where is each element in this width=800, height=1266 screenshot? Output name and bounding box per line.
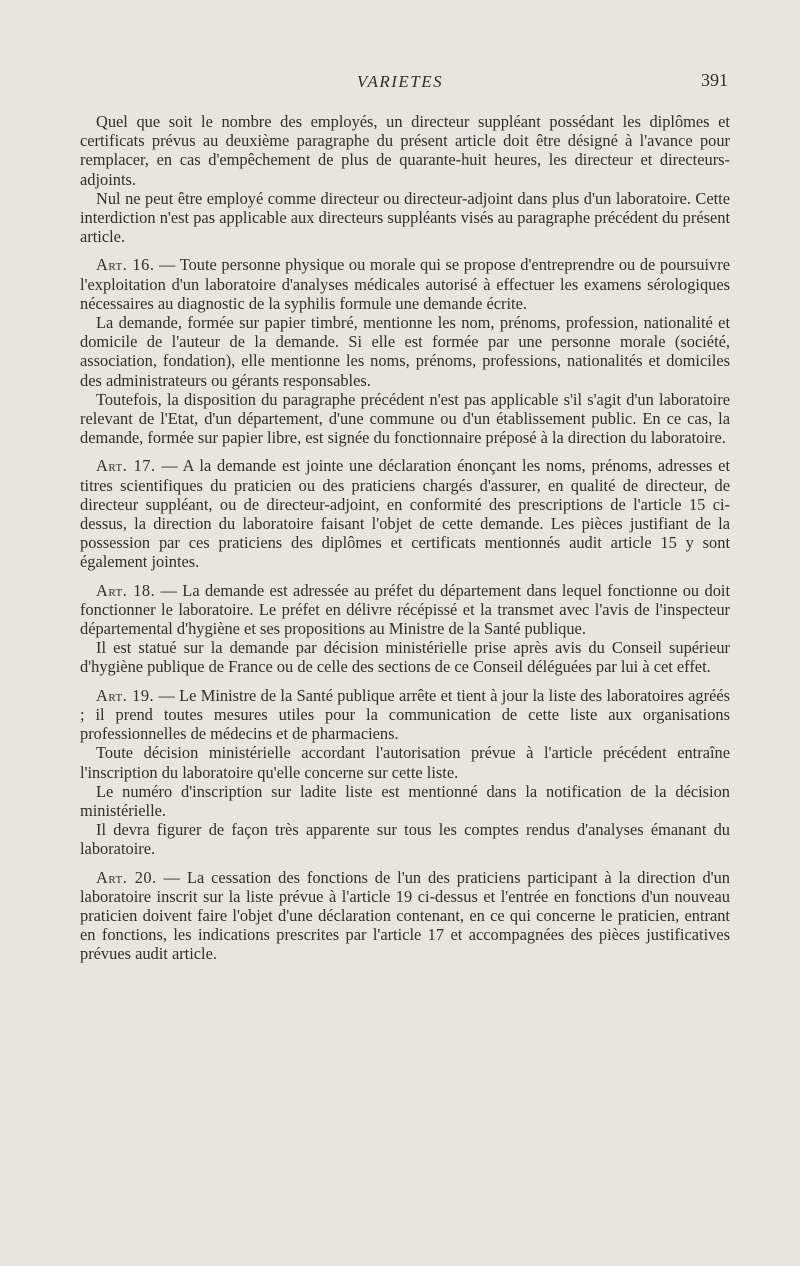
article-18 [80, 581, 730, 639]
paragraph-text: Quel que soit le nombre des employés, un directeur suppléant possédant les diplômes et certificats prévus au deuxième paragraphe du présent article doit être désigné à l'avance pour remplacer, en cas d'empêchement de plus de quarante-huit heures, les directeur et directeurs-adjoints. [80, 112, 730, 189]
page-header [0, 66, 800, 96]
paragraph [80, 112, 730, 189]
paragraph [80, 638, 730, 676]
paragraph-text: Le numéro d'inscription sur ladite liste est mentionné dans la notification de la décision ministérielle. [80, 781, 730, 820]
paragraph [80, 313, 730, 390]
article-label: Art. 20. [96, 867, 157, 887]
paragraph [80, 743, 730, 781]
paragraph-text: Toutefois, la disposition du paragraphe précédent n'est pas applicable s'il s'agit d'un laboratoire relevant de l'Etat, d'un département, d'une commune ou d'un établissement public. En ce cas, la demande, formée sur papier libre, est signée du fonctionnaire préposé à la direction du laboratoire. [80, 389, 730, 448]
paragraph-text: La demande, formée sur papier timbré, mentionne les nom, prénoms, profession, nationalité et domicile de l'auteur de la demande. Si elle est formée par une personne morale (société, association, fondation), elle mentionne les noms, prénoms, professions, nationalités et domiciles des administrateurs ou gérants responsables. [80, 313, 730, 390]
article-label: Art. 19. [96, 685, 155, 705]
paragraph [80, 782, 730, 820]
paragraph-text: — Le Ministre de la Santé publique arrête et tient à jour la liste des laboratoires agréés ; il prend toutes mesures utiles pour la communication de cette liste aux organisations professionnelles de médecins et de pharmaciens. [80, 685, 730, 744]
article-20 [80, 868, 730, 964]
article-19 [80, 686, 730, 744]
paragraph [80, 189, 730, 247]
article-label: Art. 17. [96, 456, 156, 476]
paragraph-text: — A la demande est jointe une déclaration énonçant les noms, prénoms, adresses et titres scientifiques du praticien ou des praticiens chargés d'assurer, en qualité de directeur, de directeur suppléant, ou de directeur-adjoint, en conformité des prescriptions de l'article 15 ci-dessus, la direction du laboratoire faisant l'objet de cette demande. Les pièces justifiant de la possession par ces praticiens des diplômes et certificats mentionnés audit article 15 y sont également jointes. [80, 456, 730, 572]
article-label: Art. 18. [96, 580, 156, 600]
article-label: Art. 16. [96, 255, 155, 275]
article-16 [80, 255, 730, 313]
running-title: VARIETES [356, 72, 444, 91]
paragraph-text: — La cessation des fonctions de l'un des praticiens participant à la direction d'un laboratoire inscrit sur la liste prévue à l'article 19 ci-dessus et l'entrée en fonctions d'un nouveau praticien doivent faire l'objet d'une déclaration contenant, en ce qui concerne le praticien, entrant en fonctions, les indications prescrites par l'article 17 et accompagnées des pièces justificatives prévues audit article. [80, 867, 730, 964]
paragraph-text: Il devra figurer de façon très apparente sur tous les comptes rendus d'analyses émanant du laboratoire. [80, 820, 730, 859]
paragraph-text: Il est statué sur la demande par décision ministérielle prise après avis du Conseil supérieur d'hygiène publique de France ou de celle des sections de ce Conseil déléguées par lui à cet effet. [80, 638, 730, 677]
paragraph [80, 820, 730, 858]
page-number: 391 [701, 70, 728, 90]
paragraph-text: Nul ne peut être employé comme directeur ou directeur-adjoint dans plus d'un laboratoire. Cette interdiction n'est pas applicable aux directeurs suppléants visés au paragraphe précédent du présent article. [80, 188, 730, 247]
article-17 [80, 456, 730, 571]
paragraph-text: Toute décision ministérielle accordant l'autorisation prévue à l'article précédent entraîne l'inscription du laboratoire qu'elle concerne sur cette liste. [80, 743, 730, 782]
paragraph-text: — La demande est adressée au préfet du département dans lequel fonctionne ou doit fonctionner le laboratoire. Le préfet en délivre récépissé et la transmet avec l'avis de l'inspecteur départemental d'hygiène et ses propositions au Ministre de la Santé publique. [80, 580, 730, 639]
body-text [80, 112, 730, 964]
paragraph-text: — Toute personne physique ou morale qui se propose d'entreprendre ou de poursuivre l'exploitation d'un laboratoire d'analyses médicales autorisé à effectuer les examens sérologiques nécessaires au diagnostic de la syphilis formule une demande écrite. [80, 255, 730, 313]
paragraph [80, 390, 730, 448]
